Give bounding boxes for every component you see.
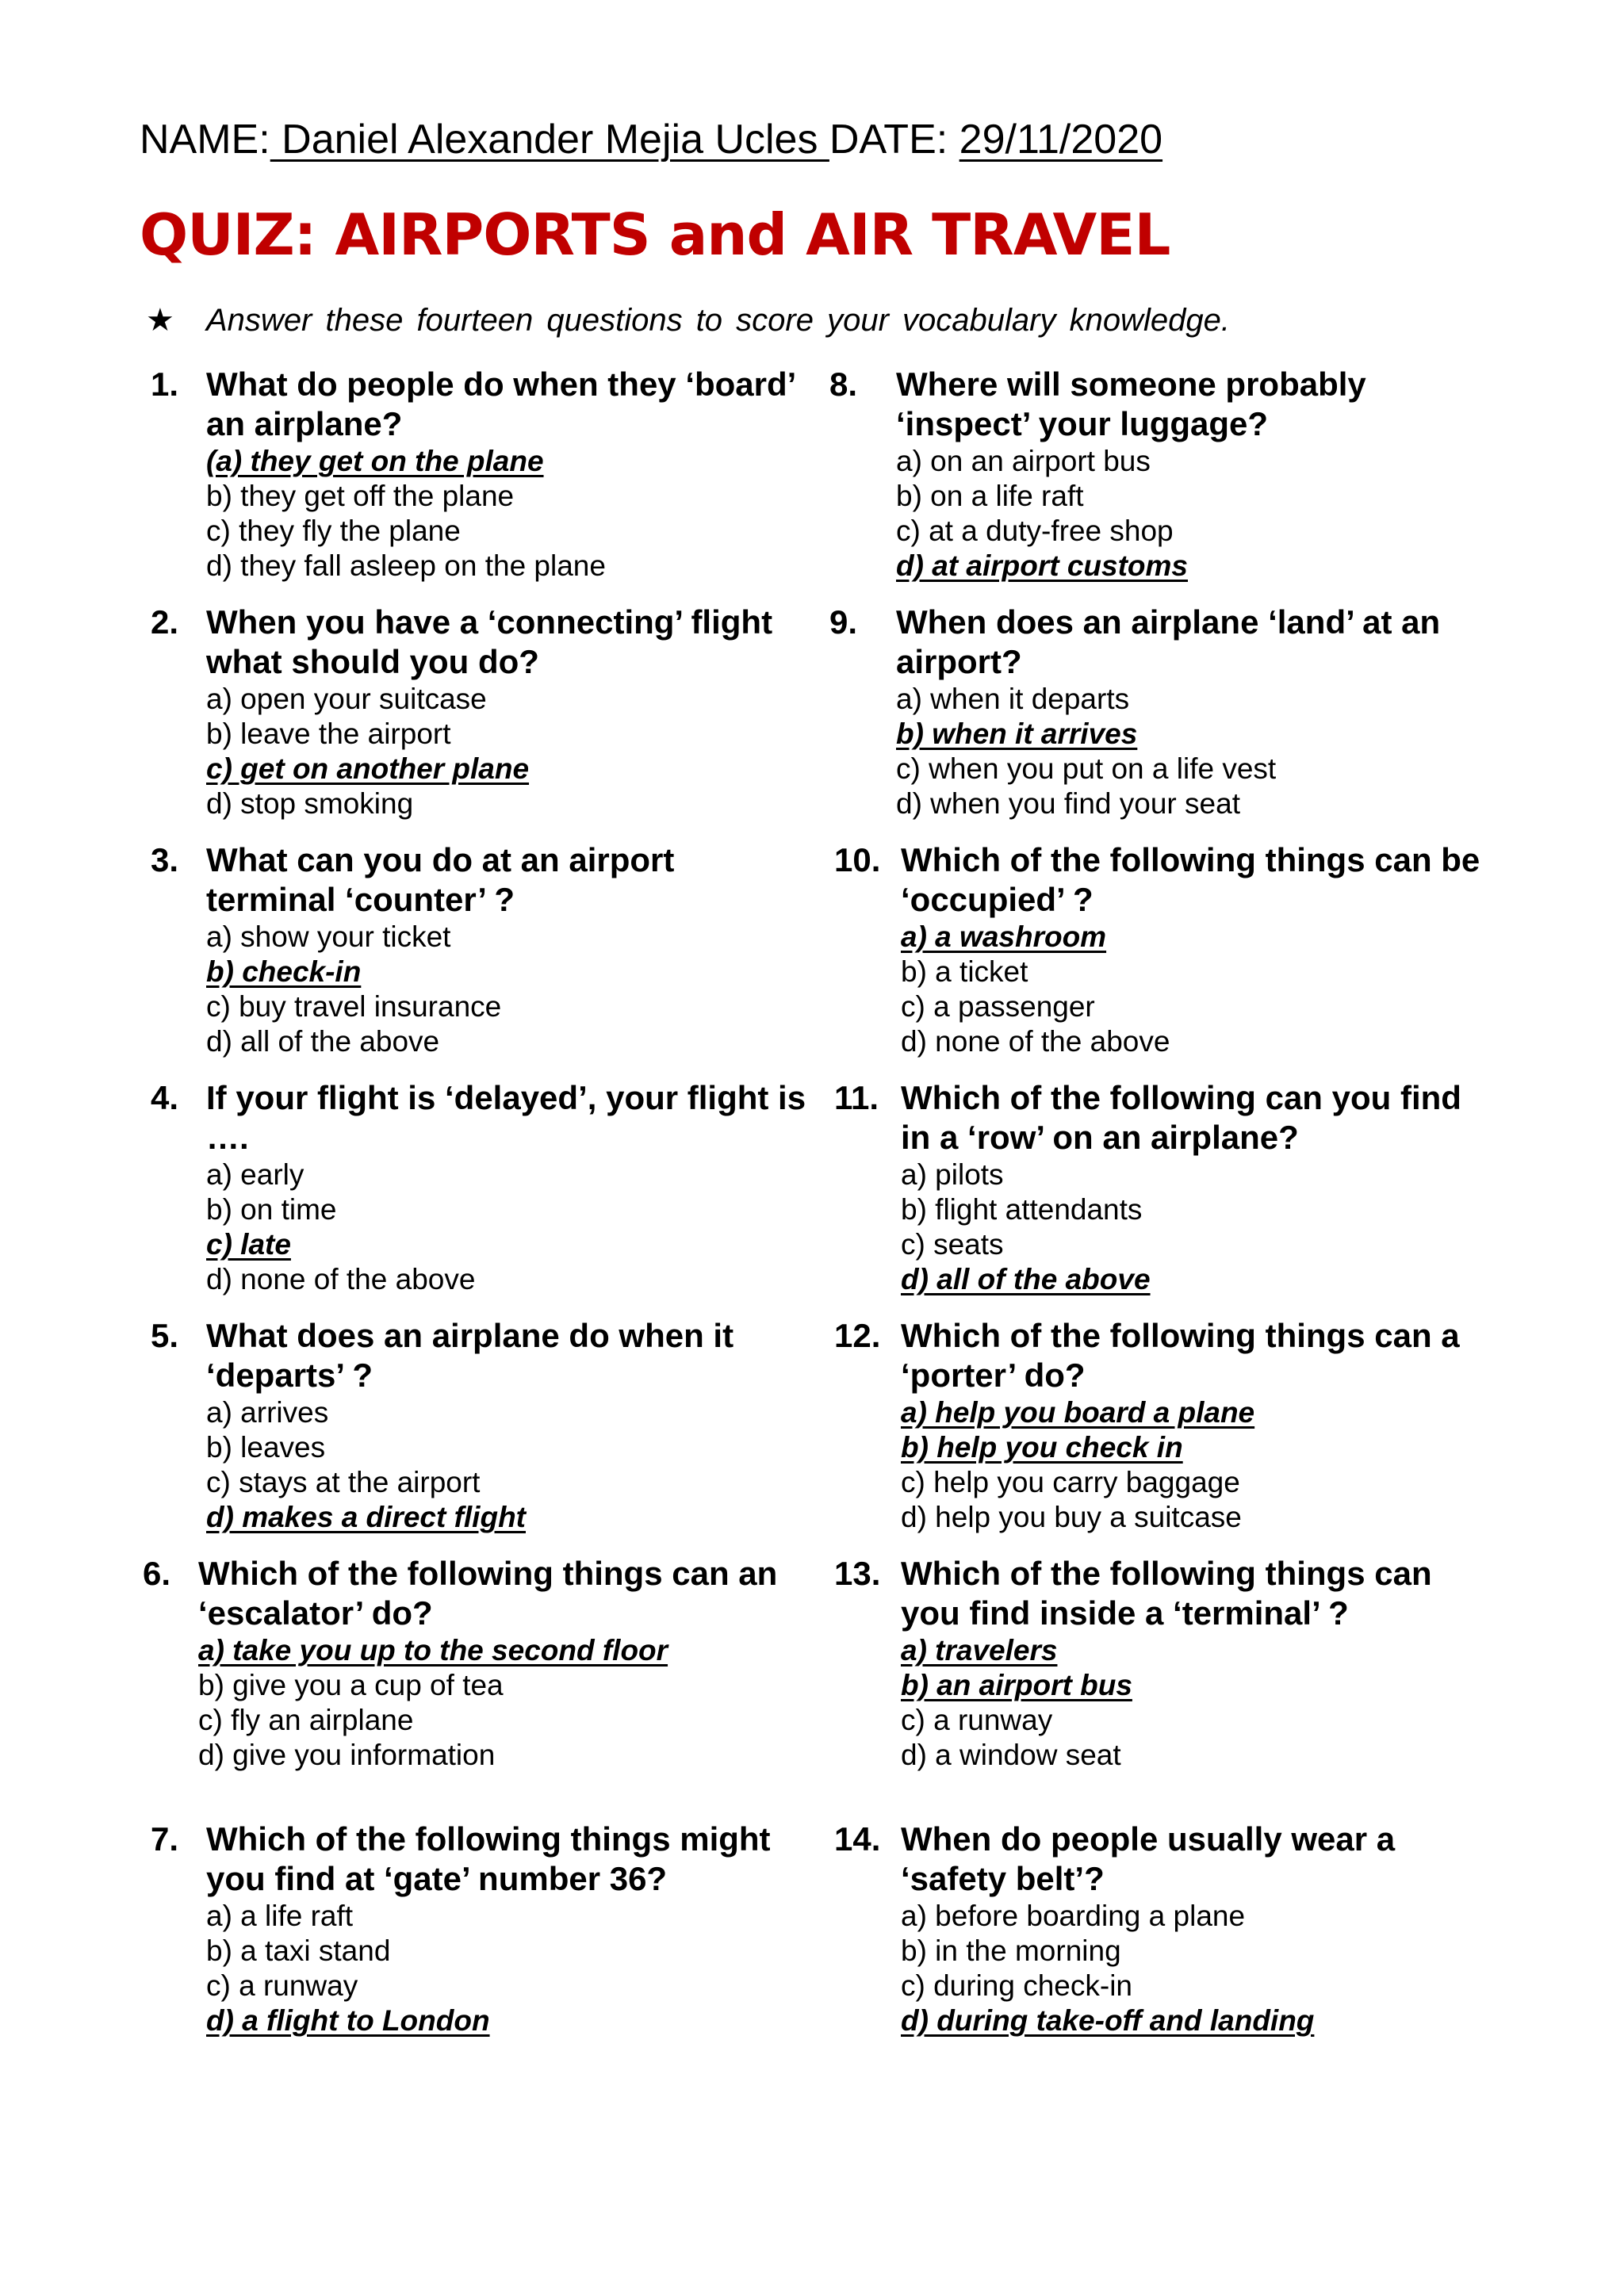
answer-option: c) help you carry baggage: [901, 1466, 1240, 1498]
instruction: [146, 298, 1230, 342]
answer-option: d) give you information: [198, 1739, 496, 1771]
question-14: [834, 1820, 1488, 2038]
date-value: 29/11/2020: [959, 117, 1163, 163]
selected-answer-option: d) at airport customs: [896, 549, 1188, 582]
question-text: What does an airplane do when it ‘departs’ ?: [206, 1317, 734, 1394]
answer-option: b) they get off the plane: [206, 480, 515, 512]
question-text: Which of the following things can an ‘escalator’ do?: [198, 1555, 778, 1632]
answer-option: b) a taxi stand: [206, 1934, 391, 1967]
star-icon: ★: [146, 303, 174, 338]
answer-option: d) help you buy a suitcase: [901, 1501, 1242, 1533]
question-number: 2.: [151, 603, 179, 641]
selected-answer-option: d) during take-off and landing: [901, 2004, 1315, 2037]
answer-option: a) pilots: [901, 1158, 1004, 1191]
question-9: [829, 603, 1483, 821]
selected-answer-option: a) take you up to the second floor: [198, 1634, 668, 1667]
question-13: [834, 1554, 1488, 1773]
selected-answer-option: b) when it arrives: [896, 718, 1138, 750]
question-text: If your flight is ‘delayed’, your flight is ….: [206, 1079, 806, 1156]
answer-option: b) a ticket: [901, 955, 1028, 988]
question-number: 1.: [151, 365, 179, 403]
answer-option: c) a passenger: [901, 990, 1095, 1023]
question-number: 13.: [834, 1555, 881, 1592]
question-number: 14.: [834, 1820, 881, 1858]
answer-option: a) before boarding a plane: [901, 1900, 1246, 1932]
answer-option: d) none of the above: [901, 1025, 1170, 1058]
question-text: What can you do at an airport terminal ‘counter’ ?: [206, 841, 675, 918]
question-text: When do people usually wear a ‘safety belt’?: [901, 1820, 1396, 1897]
answer-option: c) a runway: [206, 1969, 358, 2002]
question-text: Which of the following things can be ‘occupied’ ?: [901, 841, 1480, 918]
answer-option: d) all of the above: [206, 1025, 440, 1058]
answer-option: a) open your suitcase: [206, 683, 487, 715]
question-number: 4.: [151, 1079, 179, 1116]
answer-option: a) early: [206, 1158, 304, 1191]
question-1: [151, 365, 809, 584]
answer-option: b) leave the airport: [206, 718, 451, 750]
selected-answer-option: a) travelers: [901, 1634, 1058, 1667]
selected-answer-option: c) late: [206, 1228, 291, 1261]
question-number: 5.: [151, 1317, 179, 1354]
question-7: [151, 1820, 809, 2038]
question-text: What do people do when they ‘board’ an airplane?: [206, 365, 795, 442]
answer-option: d) none of the above: [206, 1263, 476, 1295]
question-11: [834, 1078, 1488, 1297]
answer-option: c) seats: [901, 1228, 1004, 1261]
answer-option: b) give you a cup of tea: [198, 1669, 504, 1701]
question-number: 9.: [829, 603, 858, 641]
question-text: When does an airplane ‘land’ at an airport?: [896, 603, 1441, 680]
answer-option: b) leaves: [206, 1431, 326, 1464]
question-4: [151, 1078, 809, 1297]
answer-option: c) when you put on a life vest: [896, 752, 1277, 785]
selected-answer-option: b) check-in: [206, 955, 362, 988]
question-text: Which of the following things might you find at ‘gate’ number 36?: [206, 1820, 771, 1897]
selected-answer-option: (a) they get on the plane: [206, 445, 544, 477]
question-number: 10.: [834, 841, 881, 878]
answer-option: b) on a life raft: [896, 480, 1084, 512]
question-2: [151, 603, 809, 821]
name-date-line: [140, 114, 1491, 165]
selected-answer-option: a) a washroom: [901, 920, 1107, 953]
answer-option: c) buy travel insurance: [206, 990, 502, 1023]
selected-answer-option: a) help you board a plane: [901, 1396, 1255, 1429]
question-text: When you have a ‘connecting’ flight what should you do?: [206, 603, 773, 680]
answer-option: c) fly an airplane: [198, 1704, 414, 1736]
instruction-text: Answer these fourteen questions to score your vocabulary knowledge.: [206, 303, 1230, 338]
question-text: Which of the following things can a ‘porter’ do?: [901, 1317, 1460, 1394]
question-number: 11.: [834, 1079, 879, 1116]
answer-option: d) they fall asleep on the plane: [206, 549, 606, 582]
answer-option: c) stays at the airport: [206, 1466, 481, 1498]
question-3: [151, 840, 809, 1059]
selected-answer-option: b) an airport bus: [901, 1669, 1132, 1701]
answer-option: a) arrives: [206, 1396, 329, 1429]
answer-option: b) on time: [206, 1193, 337, 1226]
answer-option: a) show your ticket: [206, 920, 451, 953]
question-12: [834, 1316, 1488, 1535]
answer-option: c) during check-in: [901, 1969, 1133, 2002]
question-8: [829, 365, 1483, 584]
question-text: Where will someone probably ‘inspect’ your luggage?: [896, 365, 1366, 442]
answer-option: c) a runway: [901, 1704, 1053, 1736]
question-number: 3.: [151, 841, 179, 878]
answer-option: c) at a duty-free shop: [896, 515, 1174, 547]
question-text: Which of the following can you find in a ‘row’ on an airplane?: [901, 1079, 1461, 1156]
answer-option: b) in the morning: [901, 1934, 1121, 1967]
answer-option: c) they fly the plane: [206, 515, 461, 547]
selected-answer-option: c) get on another plane: [206, 752, 530, 785]
selected-answer-option: d) all of the above: [901, 1263, 1151, 1295]
selected-answer-option: d) makes a direct flight: [206, 1501, 526, 1533]
answer-option: a) when it departs: [896, 683, 1130, 715]
question-number: 6.: [143, 1555, 171, 1592]
question-5: [151, 1316, 809, 1535]
question-number: 8.: [829, 365, 858, 403]
answer-option: a) a life raft: [206, 1900, 354, 1932]
question-10: [834, 840, 1488, 1059]
quiz-title: QUIZ: AIRPORTS and AIR TRAVEL: [140, 201, 1170, 268]
answer-option: d) a window seat: [901, 1739, 1121, 1771]
question-number: 7.: [151, 1820, 179, 1858]
answer-option: d) stop smoking: [206, 787, 414, 820]
question-text: Which of the following things can you find inside a ‘terminal’ ?: [901, 1555, 1432, 1632]
answer-option: d) when you find your seat: [896, 787, 1240, 820]
answer-option: b) flight attendants: [901, 1193, 1143, 1226]
question-6: [143, 1554, 801, 1773]
answer-option: a) on an airport bus: [896, 445, 1151, 477]
name-value: Daniel Alexander Mejia Ucles: [270, 117, 829, 163]
date-label: DATE:: [829, 117, 948, 163]
name-label: NAME:: [140, 117, 270, 163]
selected-answer-option: d) a flight to London: [206, 2004, 490, 2037]
question-number: 12.: [834, 1317, 881, 1354]
selected-answer-option: b) help you check in: [901, 1431, 1183, 1464]
